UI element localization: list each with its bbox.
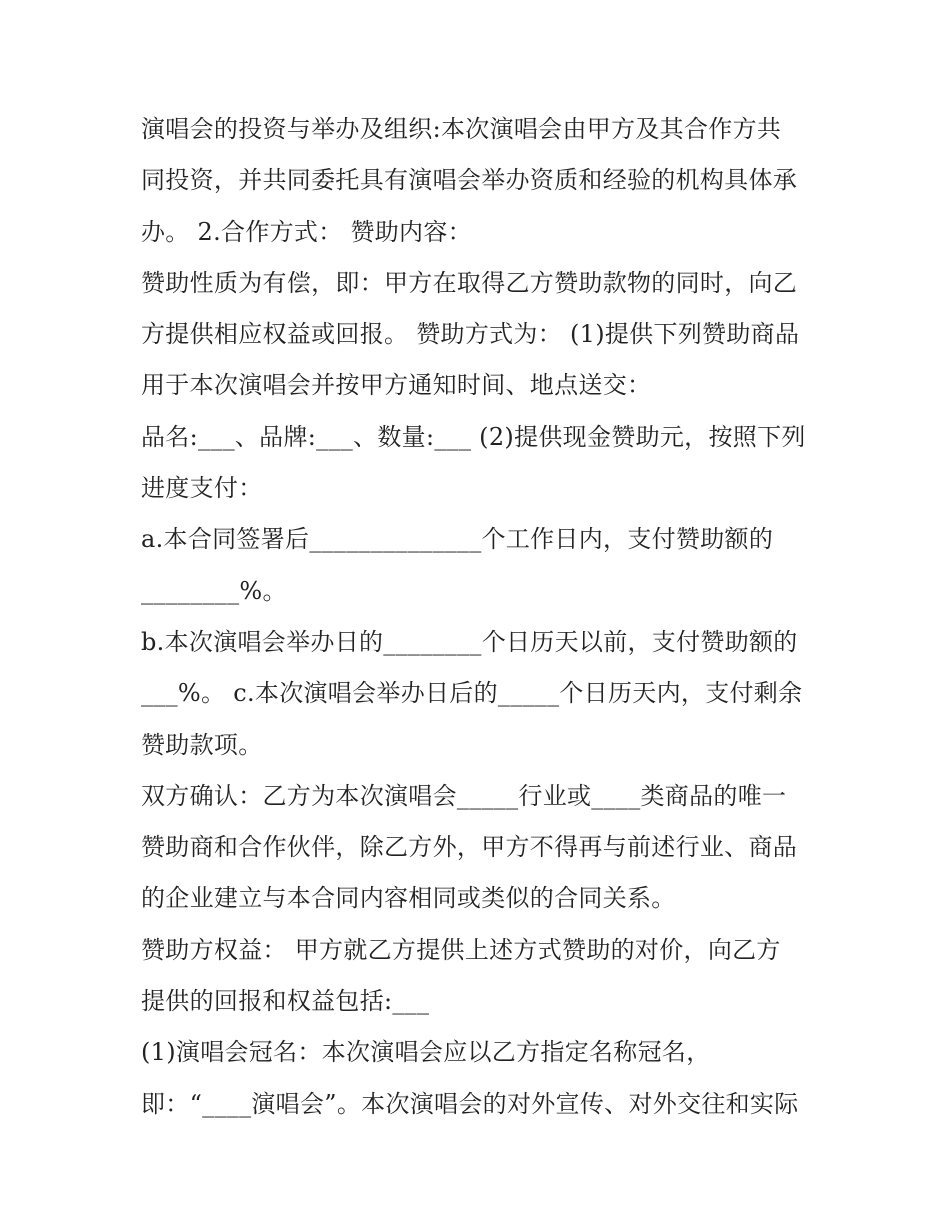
contract-text-body (141, 104, 821, 1130)
text-line: 双方确认：乙方为本次演唱会_____行业或____类商品的唯一 (141, 781, 787, 810)
text-line: ___%。 c.本次演唱会举办日后的_____个日历天内，支付剩余 (141, 679, 803, 708)
text-line: 用于本次演唱会并按甲方通知时间、地点送交： (141, 371, 652, 400)
text-line: b.本次演唱会举办日的________个日历天以前，支付赞助额的 (141, 627, 798, 656)
text-line: 的企业建立与本合同内容相同或类似的合同关系。 (141, 884, 676, 913)
text-line: 办。 2.合作方式： 赞助内容： (141, 217, 472, 246)
text-line: 赞助款项。 (141, 730, 263, 759)
text-line: 品名:___、品牌:___、数量:___ (2)提供现金赞助元，按照下列 (141, 422, 806, 451)
text-line: 进度支付： (141, 474, 263, 503)
text-line: 同投资，并共同委托具有演唱会举办资质和经验的机构具体承 (141, 166, 798, 195)
text-line: 赞助方权益： 甲方就乙方提供上述方式赞助的对价，向乙方 (141, 935, 781, 964)
text-line: ________%。 (141, 576, 287, 605)
text-line: a.本合同签署后______________个工作日内，支付赞助额的 (141, 525, 774, 554)
text-line: 赞助商和合作伙伴，除乙方外，甲方不得再与前述行业、商品 (141, 833, 798, 862)
text-line: 方提供相应权益或回报。 赞助方式为： (1)提供下列赞助商品 (141, 320, 800, 349)
text-line: 提供的回报和权益包括:___ (141, 987, 430, 1016)
text-line: (1)演唱会冠名：本次演唱会应以乙方指定名称冠名， (141, 1038, 711, 1067)
text-line: 赞助性质为有偿，即：甲方在取得乙方赞助款物的同时，向乙 (141, 268, 798, 297)
text-line: 即：“____演唱会”。本次演唱会的对外宣传、对外交往和实际 (141, 1089, 799, 1118)
text-line: 演唱会的投资与举办及组织:本次演唱会由甲方及其合作方共 (141, 115, 782, 143)
